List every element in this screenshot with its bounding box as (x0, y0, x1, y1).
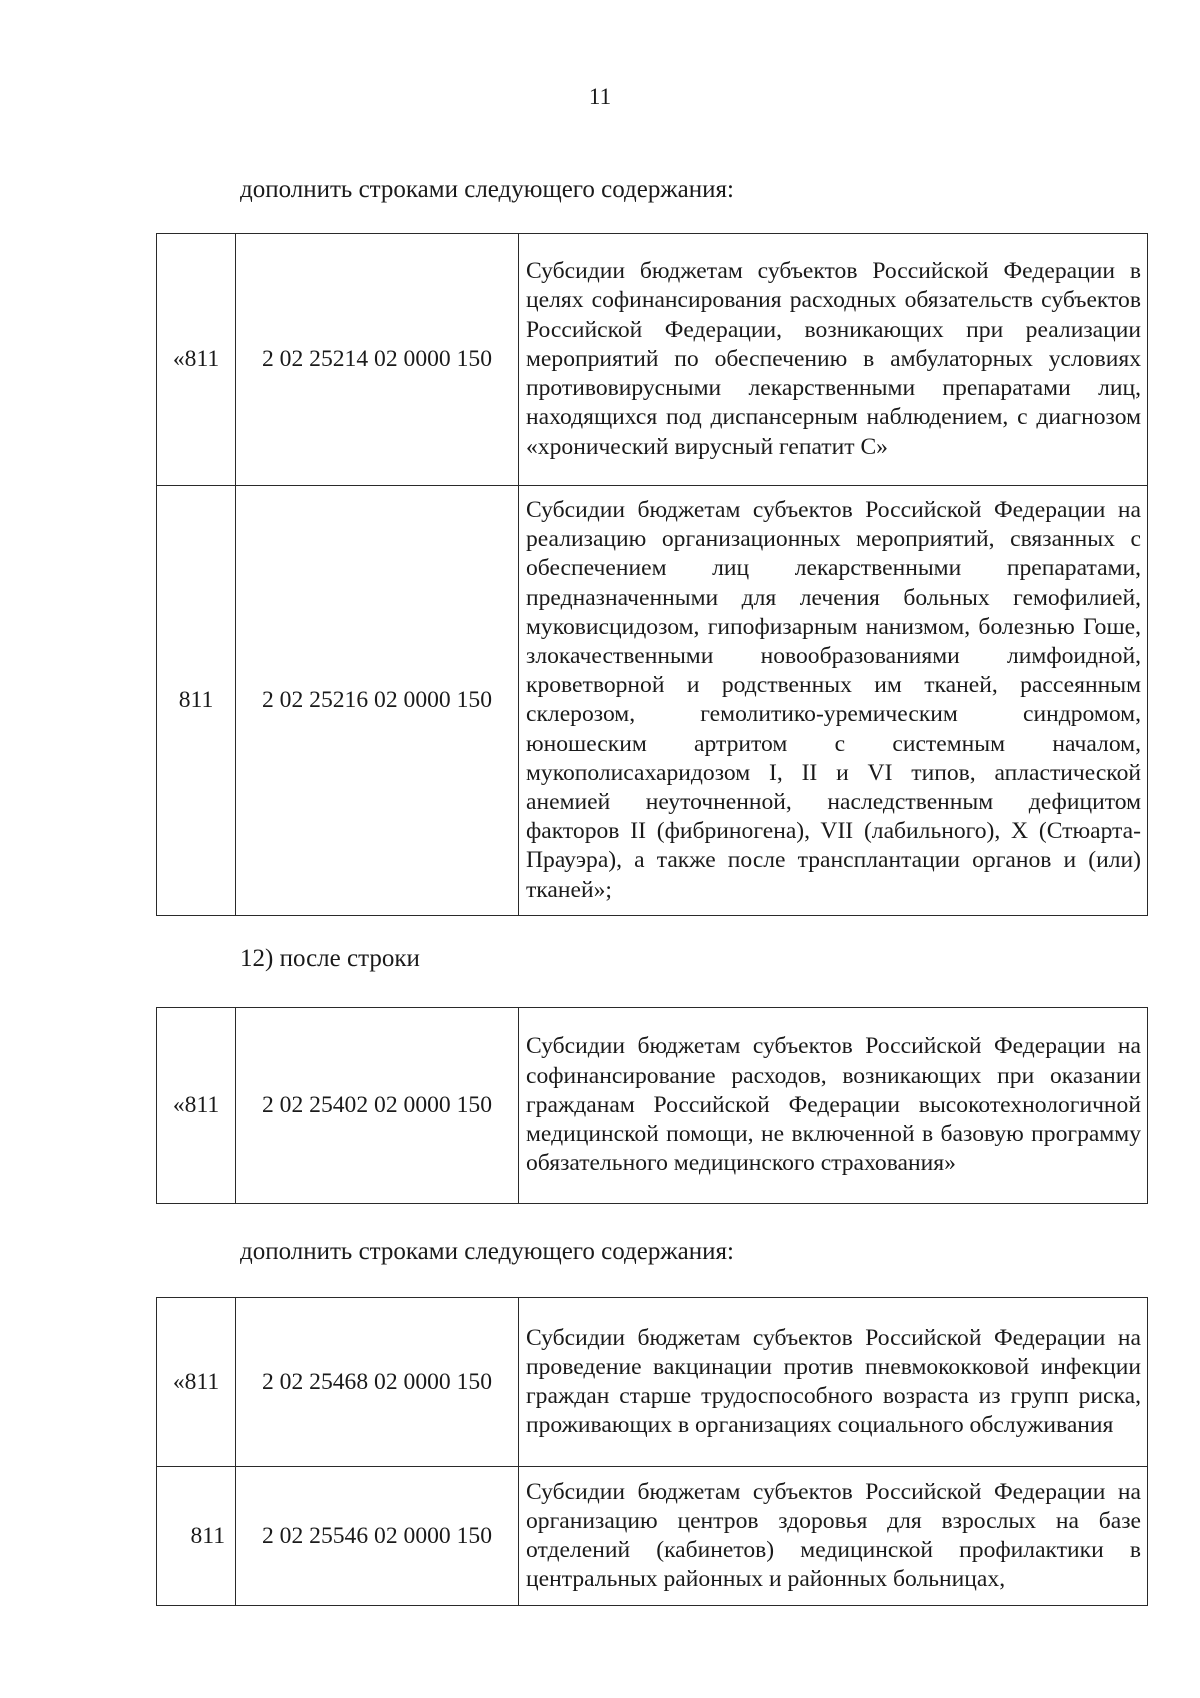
budget-code-cell: 2 02 25214 02 0000 150 (236, 234, 519, 486)
admin-code-cell: 811 (157, 1467, 236, 1606)
table-row (157, 486, 1148, 916)
description-cell: Субсидии бюджетам субъектов Российской Федерации в целях софинансирования расходных обязательств субъектов Российской Федерации, возникающих при реализации мероприятий по обеспечению в амбулаторных условиях противовирусными лекарственными препаратами лиц, находящихся под диспансерным наблюдением, с диагнозом «хронический вирусный гепатит С» (519, 234, 1148, 486)
table-row (157, 1008, 1148, 1204)
budget-code-cell: 2 02 25546 02 0000 150 (236, 1467, 519, 1606)
description-cell: Субсидии бюджетам субъектов Российской Федерации на софинансирование расходов, возникающих при оказании гражданам Российской Федерации высокотехнологичной медицинской помощи, не включенной в базовую программу обязательного медицинского страхования» (519, 1008, 1148, 1204)
description-cell: Субсидии бюджетам субъектов Российской Федерации на реализацию организационных мероприятий, связанных с обеспечением лиц лекарственными препаратами, предназначенными для лечения больных гемофилией, муковисцидозом, гипофизарным нанизмом, болезнью Гоше, злокачественными новообразованиями лимфоидной, кроветворной и родственных им тканей, рассеянным склерозом, гемолитико-уремическим синдромом, юношеским артритом с системным началом, мукополисахаридозом I, II и VI типов, апластической анемией неуточненной, наследственным дефицитом факторов II (фибриногена), VII (лабильного), X (Стюарта-Прауэра), а также после трансплантации органов и (или) тканей»; (519, 486, 1148, 916)
admin-code-cell: «811 (157, 1008, 236, 1204)
paragraph-intro-1: дополнить строками следующего содержания: (240, 176, 734, 203)
admin-code-cell: «811 (157, 1298, 236, 1467)
budget-code-cell: 2 02 25402 02 0000 150 (236, 1008, 519, 1204)
page-number: 11 (588, 84, 612, 109)
admin-code-cell: «811 (157, 234, 236, 486)
budget-table-2 (156, 1007, 1148, 1204)
table-row (157, 1298, 1148, 1467)
budget-table-1 (156, 233, 1148, 916)
description-cell: Субсидии бюджетам субъектов Российской Федерации на проведение вакцинации против пневмококковой инфекции граждан старше трудоспособного возраста из групп риска, проживающих в организациях социального обслуживания (519, 1298, 1148, 1467)
paragraph-item-12: 12) после строки (240, 945, 420, 972)
table-row (157, 234, 1148, 486)
admin-code-cell: 811 (157, 486, 236, 916)
budget-code-cell: 2 02 25216 02 0000 150 (236, 486, 519, 916)
description-cell: Субсидии бюджетам субъектов Российской Федерации на организацию центров здоровья для взрослых на базе отделений (кабинетов) медицинской профилактики в центральных районных и районных больницах, (519, 1467, 1148, 1606)
budget-code-cell: 2 02 25468 02 0000 150 (236, 1298, 519, 1467)
paragraph-intro-2: дополнить строками следующего содержания: (240, 1238, 734, 1265)
budget-table-3 (156, 1297, 1148, 1606)
table-row (157, 1467, 1148, 1606)
